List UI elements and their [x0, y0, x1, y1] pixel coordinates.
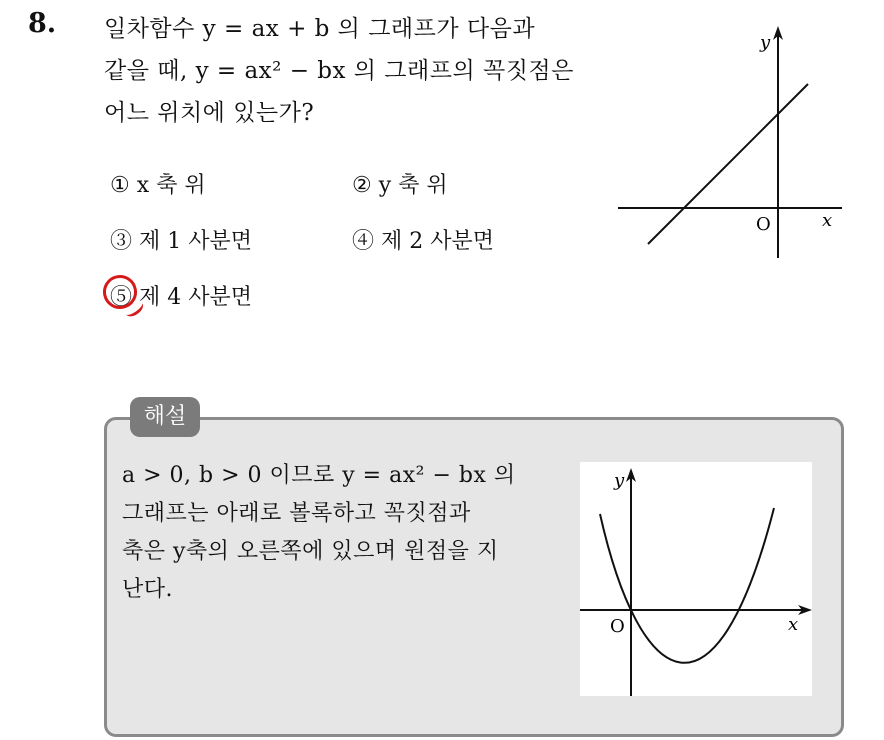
parabola-curve — [600, 508, 774, 663]
option-3[interactable]: ③ 제 1 사분면 — [110, 229, 252, 254]
solution-line-1: a > 0, b > 0 이므로 y = ax² − bx 의 — [122, 463, 516, 488]
solution-line-4: 난다. — [122, 577, 173, 602]
parabola-graph — [580, 462, 812, 696]
question-line-1: 일차함수 y = ax + b 의 그래프가 다음과 — [104, 16, 536, 42]
graph1-x-label: x — [822, 210, 833, 231]
solution-badge: 해설 — [130, 397, 200, 437]
question-line-3: 어느 위치에 있는가? — [104, 100, 315, 126]
option-2[interactable]: ② y 축 위 — [352, 173, 448, 198]
question-number: 8. — [28, 8, 57, 39]
graph1-origin-label: O — [756, 214, 771, 235]
graph2-x-label: x — [788, 614, 799, 635]
option-5[interactable]: ⑤ 제 4 사분면 — [110, 285, 252, 310]
option-4[interactable]: ④ 제 2 사분면 — [352, 229, 494, 254]
solution-line-2: 그래프는 아래로 볼록하고 꼭짓점과 — [122, 501, 471, 526]
graph1-y-label: y — [760, 32, 771, 53]
linear-function-line — [648, 84, 808, 244]
graph2-y-label: y — [614, 470, 625, 491]
question-line-2: 같을 때, y = ax² − bx 의 그래프의 꼭짓점은 — [104, 58, 574, 84]
solution-line-3: 축은 y축의 오른쪽에 있으며 원점을 지 — [122, 539, 499, 564]
linear-graph — [610, 20, 850, 270]
option-1[interactable]: ① x 축 위 — [110, 173, 206, 198]
graph2-origin-label: O — [610, 616, 625, 637]
